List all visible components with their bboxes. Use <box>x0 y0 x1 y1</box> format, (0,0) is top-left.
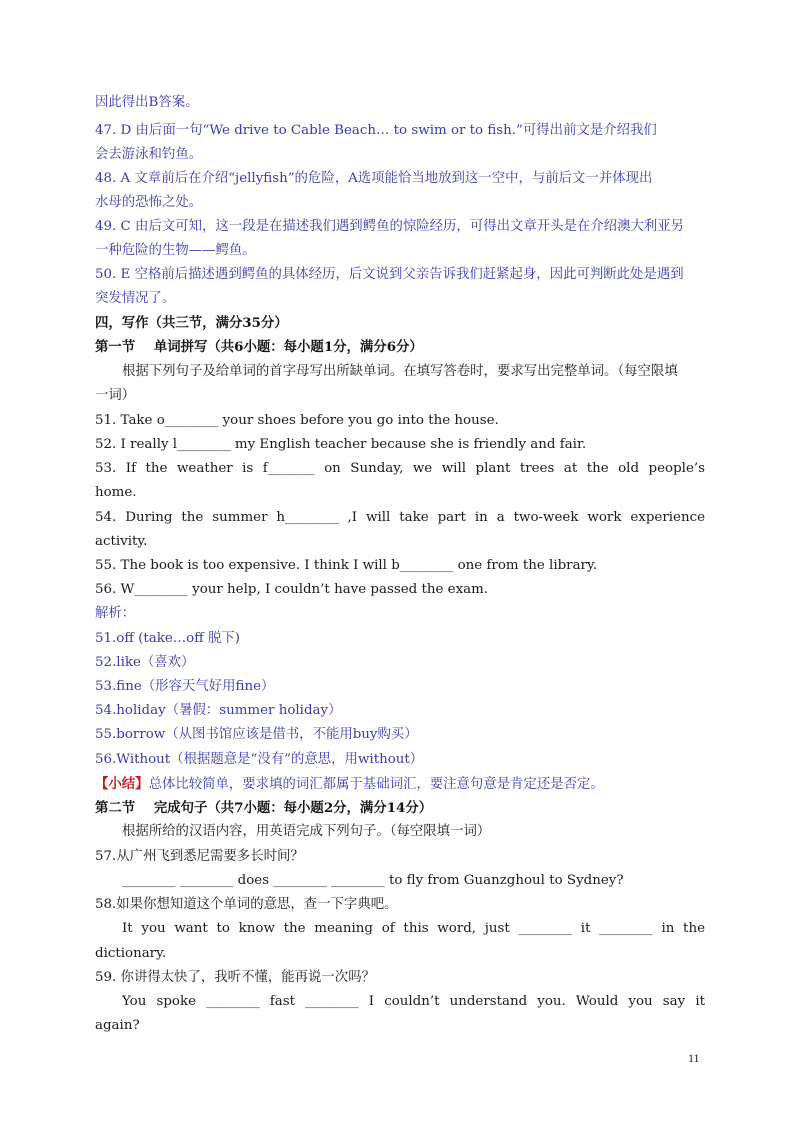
question-58-english: It you want to know the meaning of this word, just ________ it ________ in the <box>122 921 705 936</box>
question-54: 54. During the summer h________ ,I will take part in a two-week work experience <box>95 510 705 525</box>
question-58-chinese: 58.如果你想知道这个单词的意思，查一下字典吧。 <box>95 897 398 912</box>
question-54-cont: activity. <box>95 534 148 549</box>
answer-55: 55.borrow（从图书馆应该是借书，不能用buy购买） <box>95 727 418 742</box>
explanation-47: 47. D 由后面一句“We drive to Cable Beach… to swim or to fish.”可得出前文是介绍我们 <box>95 123 657 138</box>
question-57-chinese: 57.从广州飞到悉尼需要多长时间？ <box>95 849 304 864</box>
summary <box>95 774 604 795</box>
page-number: 11 <box>688 1051 700 1065</box>
question-56: 56. W________ your help, I couldn’t have passed the exam. <box>95 582 489 597</box>
section-title: 第一节 单词拼写（共6小题：每小题1分，满分6分） <box>95 339 423 355</box>
summary-tag: 【小结】 <box>95 776 149 792</box>
explanation-line: 会去游泳和钓鱼。 <box>95 147 203 162</box>
answer-56: 56.Without（根据题意是“没有”的意思，用without） <box>95 752 424 767</box>
question-55: 55. The book is too expensive. I think I will b________ one from the library. <box>95 558 598 573</box>
analysis-label: 解析： <box>95 606 136 621</box>
instructions-cont: 一词） <box>95 388 136 403</box>
answer-51: 51.off (take…off 脱下) <box>95 631 240 646</box>
question-58-english-cont: dictionary. <box>95 946 167 961</box>
answer-54: 54.holiday（暑假：summer holiday） <box>95 703 342 718</box>
question-57-english: ________ ________ does ________ ________ to fly from Guanzghoul to Sydney? <box>122 873 624 888</box>
answer-53: 53.fine（形容天气好用fine） <box>95 679 275 694</box>
explanation-line: 一种危险的生物——鳄鱼。 <box>95 243 256 258</box>
explanation-49: 49. C 由后文可知，这一段是在描述我们遇到鳄鱼的惊险经历，可得出文章开头是在介绍澳大利亚另 <box>95 219 685 234</box>
summary-text: 总体比较简单，要求填的词汇都属于基础词汇，要注意句意是肯定还是否定。 <box>148 777 604 792</box>
explanation-line: 水母的恐怖之处。 <box>95 195 203 210</box>
question-59-english: You spoke ________ fast ________ I couldn’t understand you. Would you say it <box>122 994 705 1009</box>
section-title: 第二节 完成句子（共7小题：每小题2分，满分14分） <box>95 800 433 816</box>
question-59-chinese: 59. 你讲得太快了，我听不懂，能再说一次吗？ <box>95 970 375 985</box>
answer-52: 52.like（喜欢） <box>95 655 195 670</box>
explanation-48: 48. A 文章前后在介绍“jellyfish”的危险，A选项能恰当地放到这一空中，与前后文一并体现出 <box>95 171 653 186</box>
explanation-line: 突发情况了。 <box>95 291 176 306</box>
explanation-50: 50. E 空格前后描述遇到鳄鱼的具体经历，后文说到父亲告诉我们赶紧起身，因此可判断此处是遇到 <box>95 267 684 282</box>
question-51: 51. Take o________ your shoes before you go into the house. <box>95 413 499 428</box>
instructions: 根据下列句子及给单词的首字母写出所缺单词。在填写答卷时，要求写出完整单词。（每空限填 <box>122 364 678 379</box>
instructions: 根据所给的汉语内容，用英语完成下列句子。（每空限填一词） <box>122 824 491 839</box>
question-53-cont: home. <box>95 485 137 500</box>
part-title: 四，写作（共三节，满分35分） <box>95 315 288 331</box>
explanation-line: 因此得出B答案。 <box>95 95 199 110</box>
question-53: 53. If the weather is f_______ on Sunday, we will plant trees at the old people’s <box>95 461 705 476</box>
question-59-english-cont: again? <box>95 1018 140 1033</box>
question-52: 52. I really l________ my English teacher because she is friendly and fair. <box>95 437 587 452</box>
